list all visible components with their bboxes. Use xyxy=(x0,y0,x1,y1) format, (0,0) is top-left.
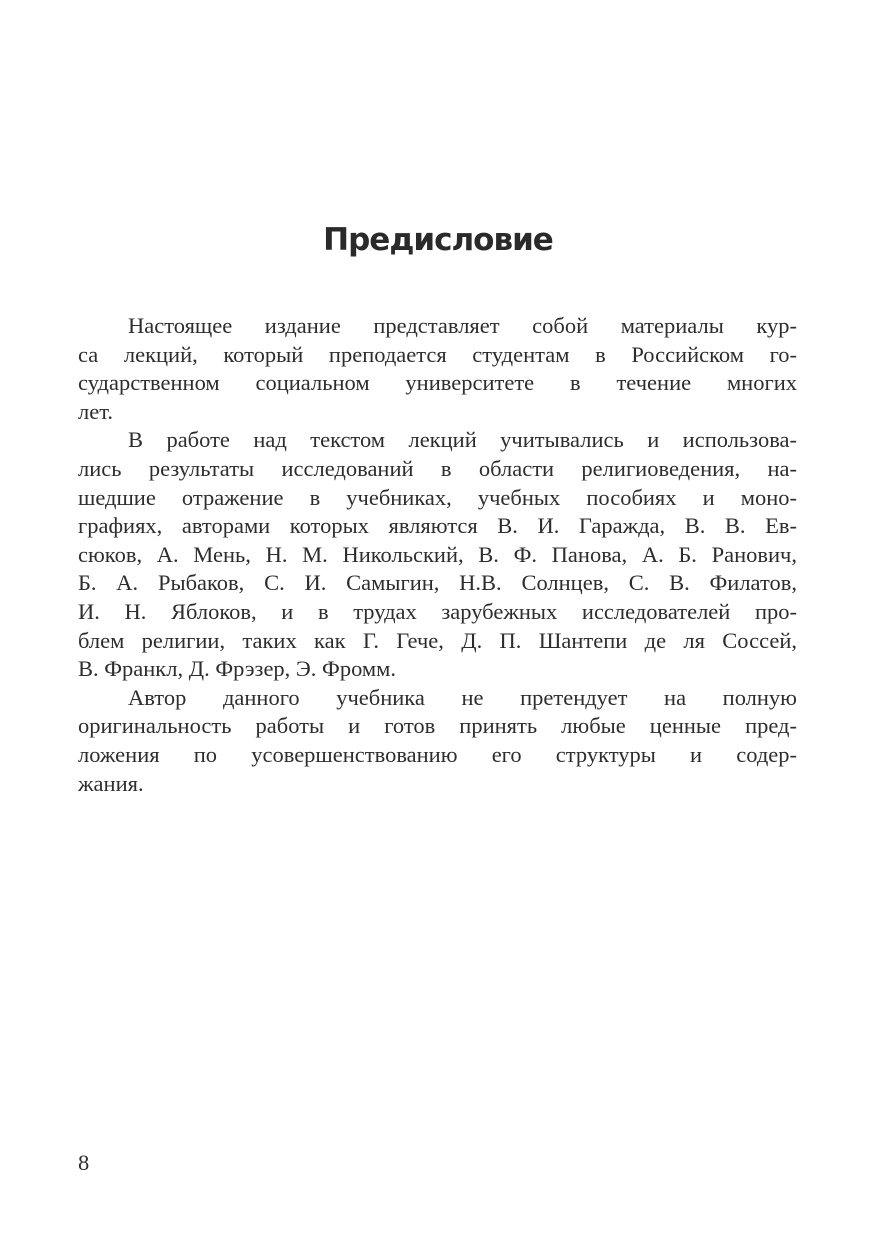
paragraph-3-line-4: жания. xyxy=(78,770,144,796)
paragraph-2-line-8: блем религии, таких как Г. Гече, Д. П. Шантепи де ля Соссей, xyxy=(78,627,797,653)
paragraph-3-line-1: Автор данного учебника не претендует на полную xyxy=(128,684,797,710)
page-title: Предисловие xyxy=(323,222,553,258)
paragraph-1-line-3: сударственном социальном университете в течение многих xyxy=(78,370,797,396)
paragraph-3-line-3: ложения по усовершенствованию его структуры и содер- xyxy=(78,741,797,767)
paragraph-3-line-2: оригинальность работы и готов принять любые ценные пред- xyxy=(78,713,797,739)
page-number: 8 xyxy=(78,1150,90,1175)
paragraph-2-line-9: В. Франкл, Д. Фрэзер, Э. Фромм. xyxy=(78,656,396,682)
paragraph-2-line-4: графиях, авторами которых являются В. И. Гаражда, В. В. Ев- xyxy=(78,513,797,539)
paragraph-2-line-5: сюков, А. Мень, Н. М. Никольский, В. Ф. Панова, А. Б. Ранович, xyxy=(78,541,797,567)
paragraph-2-line-7: И. Н. Яблоков, и в трудах зарубежных исследователей про- xyxy=(78,598,797,624)
paragraph-1-line-2: са лекций, который преподается студентам в Российском го- xyxy=(78,341,797,367)
body-text xyxy=(78,312,797,798)
paragraph-2-line-6: Б. А. Рыбаков, С. И. Самыгин, Н.В. Солнцев, С. В. Филатов, xyxy=(78,570,797,596)
paragraph-1-line-4: лет. xyxy=(78,398,113,424)
paragraph-1-line-1: Настоящее издание представляет собой материалы кур- xyxy=(128,313,797,338)
paragraph-2-line-1: В работе над текстом лекций учитывались и использова- xyxy=(128,427,797,453)
paragraph-2-line-2: лись результаты исследований в области религиоведения, на- xyxy=(78,455,797,481)
paragraph-2-line-3: шедшие отражение в учебниках, учебных пособиях и моно- xyxy=(78,484,797,510)
